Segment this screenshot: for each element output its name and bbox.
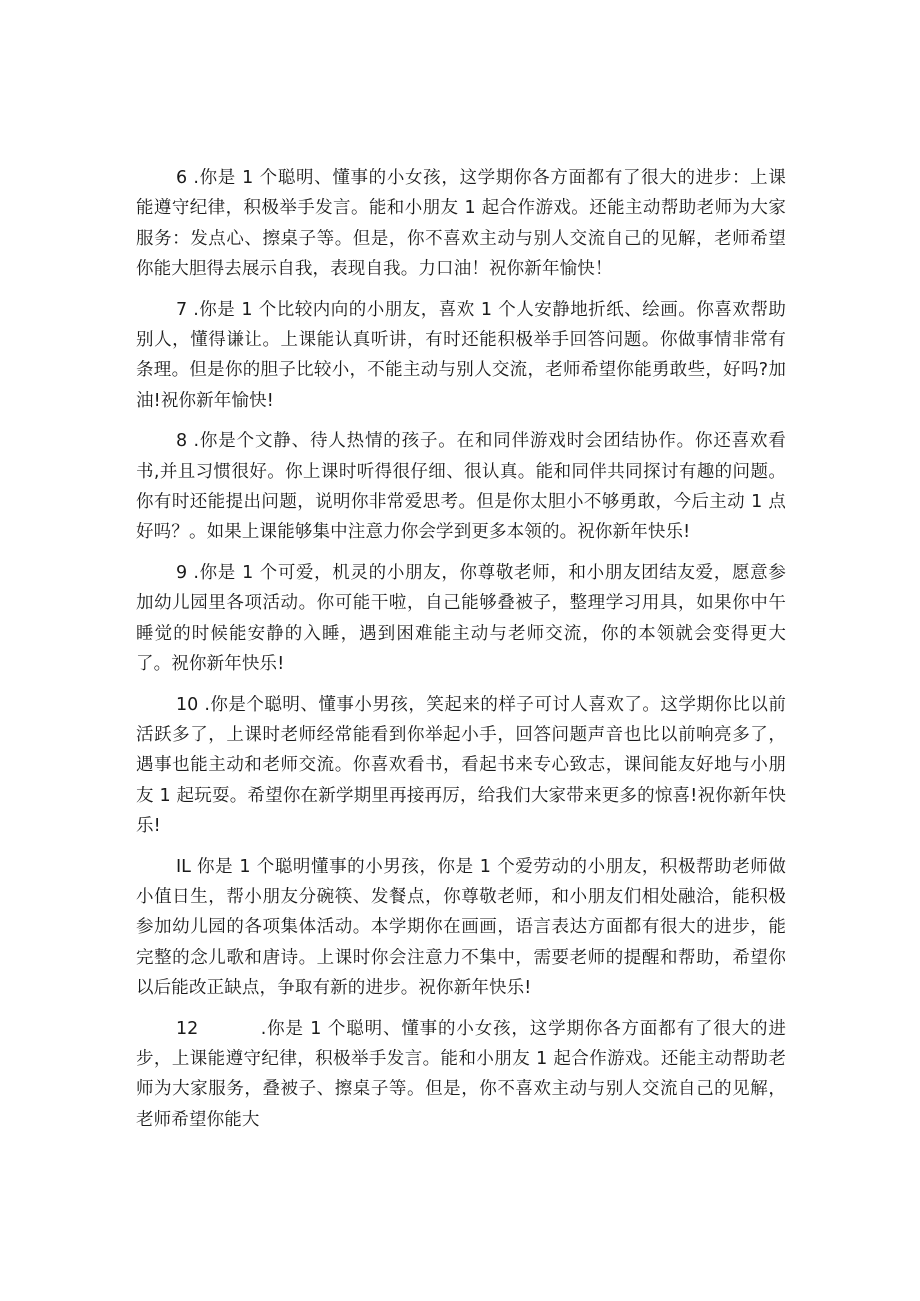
paragraph-number: 7	[176, 299, 188, 320]
paragraph-text: .你是 1 个比较内向的小朋友，喜欢 1 个人安静地折纸、绘画。你喜欢帮助别人，懂得谦让。上课能认真听讲，有时还能积极举手回答问题。你做事情非常有条理。但是你的胆子比较小，不能主动与别人交流，老师希望你能勇敢些，好吗?加油!祝你新年愉快!	[136, 299, 786, 411]
document-body	[136, 163, 786, 1145]
comment-paragraph-11	[136, 852, 786, 1004]
paragraph-number: 10	[176, 694, 199, 715]
comment-paragraph-6	[136, 163, 786, 285]
paragraph-number: 8	[176, 431, 188, 452]
comment-paragraph-10	[136, 690, 786, 842]
paragraph-text: .你是个文静、待人热情的孩子。在和同伴游戏时会团结协作。你还喜欢看书,并且习惯很好。你上课时听得很仔细、很认真。能和同伴共同探讨有趣的问题。你有时还能提出问题，说明你非常爱思考。但是你太胆小不够勇敢，今后主动 1 点好吗？。如果上课能够集中注意力你会学到更多本领的。祝你新年快乐!	[136, 431, 786, 543]
paragraph-text: .你是 1 个聪明、懂事的小女孩，这学期你各方面都有了很大的进步，上课能遵守纪律，积极举手发言。能和小朋友 1 起合作游戏。还能主动帮助老师为大家服务，叠被子、擦桌子等。但是，你不喜欢主动与别人交流自己的见解，老师希望你能大	[136, 1018, 786, 1130]
comment-paragraph-12	[136, 1014, 786, 1136]
comment-paragraph-8	[136, 426, 786, 548]
comment-paragraph-7	[136, 295, 786, 417]
paragraph-number: IL	[176, 856, 191, 877]
paragraph-number: 9	[176, 562, 188, 583]
comment-paragraph-9	[136, 558, 786, 680]
paragraph-text: 你是 1 个聪明懂事的小男孩，你是 1 个爱劳动的小朋友，积极帮助老师做小值日生，帮小朋友分碗筷、发餐点，你尊敬老师，和小朋友们相处融洽，能积极参加幼儿园的各项集体活动。本学期你在画画，语言表达方面都有很大的进步，能完整的念儿歌和唐诗。上课时你会注意力不集中，需要老师的提醒和帮助，希望你以后能改正缺点，争取有新的进步。祝你新年快乐!	[136, 856, 786, 999]
paragraph-text: .你是 1 个聪明、懂事的小女孩，这学期你各方面都有了很大的进步：上课能遵守纪律，积极举手发言。能和小朋友 1 起合作游戏。还能主动帮助老师为大家服务：发点心、擦桌子等。但是，你不喜欢主动与别人交流自己的见解，老师希望你能大胆得去展示自我，表现自我。力口油！祝你新年愉快！	[136, 168, 786, 280]
paragraph-number: 6	[176, 168, 188, 188]
paragraph-text: .你是 1 个可爱，机灵的小朋友，你尊敬老师，和小朋友团结友爱，愿意参加幼儿园里各项活动。你可能干啦，自己能够叠被子，整理学习用具，如果你中午睡觉的时候能安静的入睡，遇到困难能主动与老师交流，你的本领就会变得更大了。祝你新年快乐!	[136, 562, 786, 675]
paragraph-number: 12	[176, 1018, 199, 1039]
paragraph-text: .你是个聪明、懂事小男孩，笑起来的样子可讨人喜欢了。这学期你比以前活跃多了，上课时老师经常能看到你举起小手，回答问题声音也比以前响亮多了，遇事也能主动和老师交流。你喜欢看书，看起书来专心致志，课间能友好地与小朋友 1 起玩耍。希望你在新学期里再接再厉，给我们大家带来更多的惊喜!祝你新年快乐!	[136, 694, 786, 837]
